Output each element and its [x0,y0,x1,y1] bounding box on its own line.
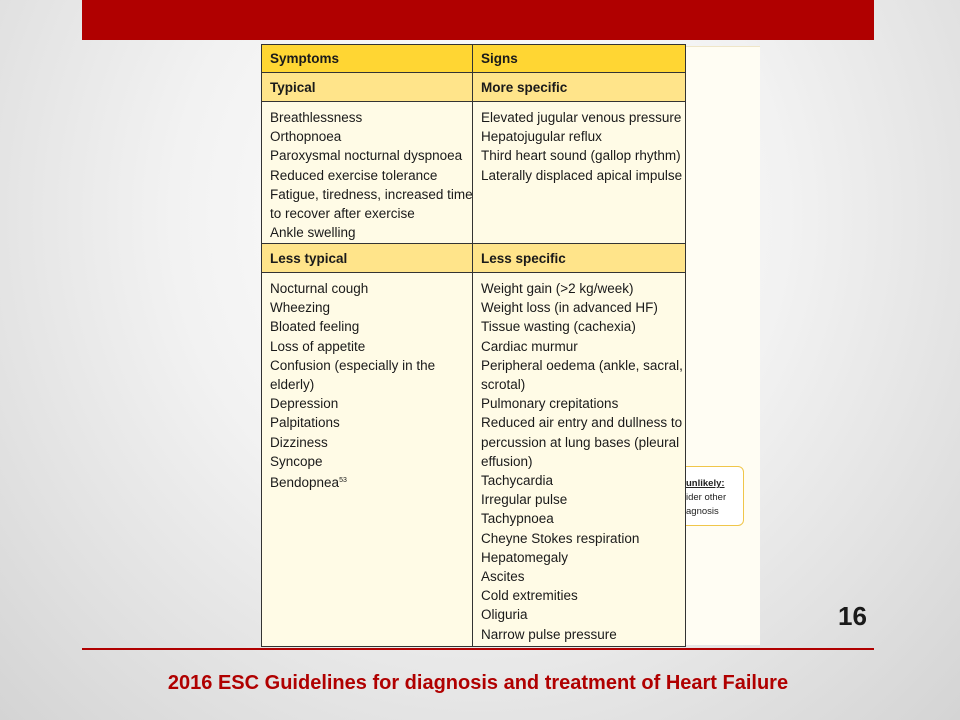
list-item: Ascites [481,569,525,585]
list-item: Cheyne Stokes respiration [481,530,640,546]
list-item: Confusion (especially in the [270,357,436,373]
more-specific-signs-list [473,102,685,244]
list-item: Wheezing [270,300,331,316]
footer-divider [82,648,874,650]
less-typical-symptoms-list [262,273,473,646]
list-item: Oliguria [481,607,528,623]
list-item: Breathlessness [270,110,363,125]
symptoms-signs-table [261,44,686,647]
list-item: Loss of appetite [270,338,366,354]
list-item: Palpitations [270,415,340,431]
list-item: Syncope [270,453,323,469]
list-item: Third heart sound (gallop rhythm) [481,148,681,164]
list-item-bendopnea [270,471,472,492]
subheader-less-typical: Less typical [262,244,473,273]
header-signs: Signs [473,45,685,73]
list-item: elderly) [270,377,315,393]
footer-title: 2016 ESC Guidelines for diagnosis and treatment of Heart Failure [167,672,789,694]
list-item: Cold extremities [481,588,578,604]
list-item: Reduced exercise tolerance [270,167,438,183]
header-symptoms: Symptoms [262,45,473,73]
list-item: percussion at lung bases (pleural [481,434,680,450]
list-item: Paroxysmal nocturnal dyspnoea [270,148,463,164]
list-item: Dizziness [270,434,328,450]
list-item: Depression [270,396,339,412]
page-number: 16 [838,601,867,631]
callout-line-3: agnosis [686,506,719,517]
list-item: Nocturnal cough [270,281,369,296]
callout-line-2: ider other [686,492,727,503]
list-item: Narrow pulse pressure [481,626,617,642]
reference-superscript: 53 [339,477,347,485]
callout-line-1: unlikely: [686,478,725,489]
list-item: to recover after exercise [270,206,415,222]
list-item: scrotal) [481,377,526,393]
list-item: Bloated feeling [270,319,360,335]
bendopnea-label: Bendopnea [270,475,340,491]
list-item: effusion) [481,453,533,469]
list-item: Tachypnoea [481,511,554,527]
subheader-typical: Typical [262,73,473,102]
list-item: Elevated jugular venous pressure [481,110,682,125]
list-item: Reduced air entry and dullness to [481,415,683,431]
subheader-less-specific: Less specific [473,244,685,273]
list-item: Weight gain (>2 kg/week) [481,281,634,296]
list-item: Hepatomegaly [481,549,569,565]
title-bar [82,0,874,40]
underlying-figure [684,46,760,645]
list-item: Orthopnoea [270,129,342,145]
list-item: Weight loss (in advanced HF) [481,300,658,316]
subheader-more-specific: More specific [473,73,685,102]
list-item: Laterally displaced apical impulse [481,167,683,183]
less-specific-signs-list [473,273,685,646]
list-item: Tissue wasting (cachexia) [481,319,636,335]
list-item: Cardiac murmur [481,338,578,354]
list-item: Peripheral oedema (ankle, sacral, [481,357,683,373]
list-item: Hepatojugular reflux [481,129,602,145]
list-item: Pulmonary crepitations [481,396,619,412]
list-item: Fatigue, tiredness, increased time [270,186,473,202]
list-item: Irregular pulse [481,492,568,508]
list-item: Ankle swelling [270,225,356,241]
list-item: Tachycardia [481,473,554,489]
typical-symptoms-list [262,102,473,244]
